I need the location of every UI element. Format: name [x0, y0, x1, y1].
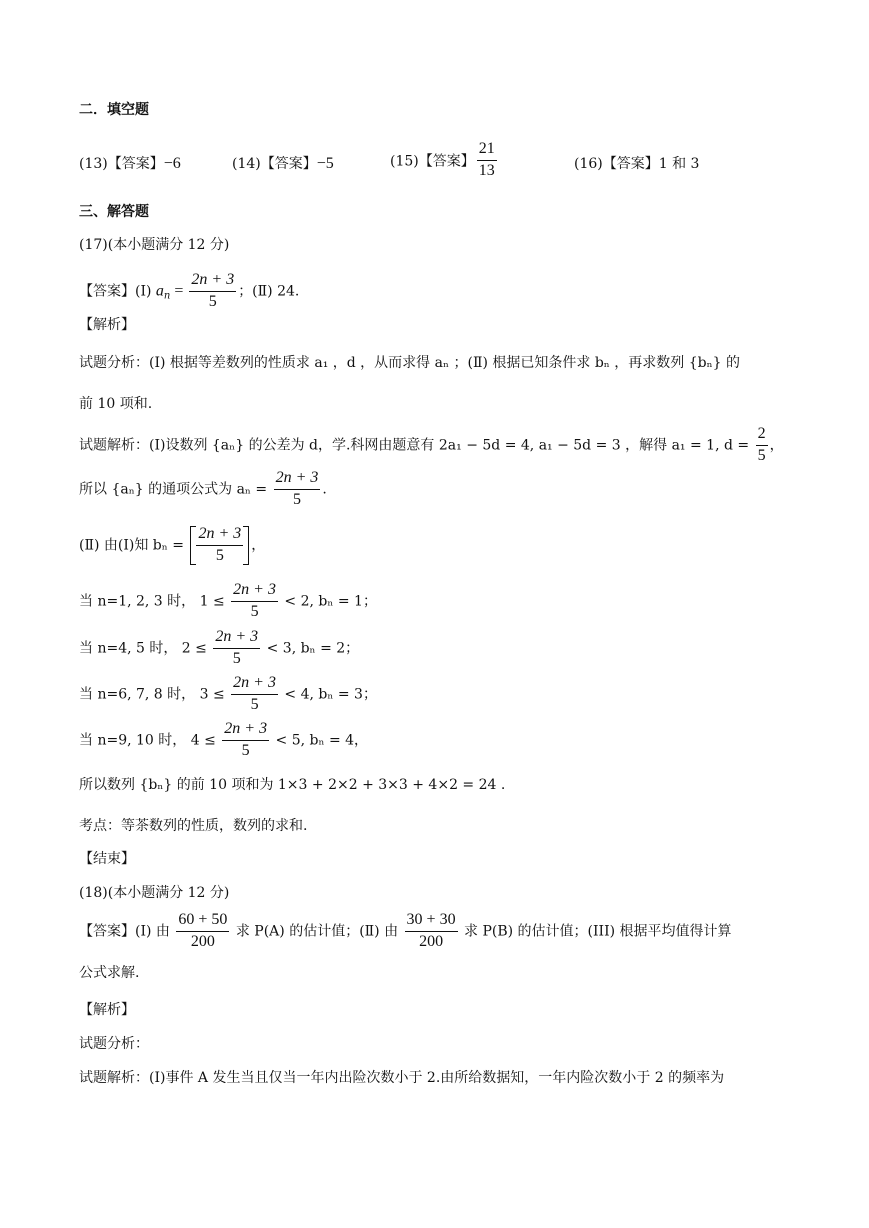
- q17-solution-line-3-tail: ，: [251, 537, 266, 554]
- q17-case-1-denominator: 5: [250, 602, 259, 620]
- q18-analysis-heading: 【解析】: [79, 1002, 135, 1018]
- q17-bn-numerator: 2n + 3: [196, 526, 243, 546]
- answer-q13-value: −6: [163, 155, 181, 172]
- answer-q15: [390, 141, 499, 180]
- q17-floor-bracket: [190, 526, 249, 565]
- q17-case-1: [79, 582, 377, 621]
- q17-case-2-denominator: 5: [232, 649, 241, 667]
- q18-answer-lead: 【答案】(Ⅰ) 由: [79, 923, 175, 940]
- q17-case-2-lead: 当 n=4, 5 时， 2 ≤: [79, 640, 212, 657]
- q17-case-1-numerator: 2n + 3: [231, 582, 278, 602]
- q18-fraction-2-denominator: 200: [419, 932, 444, 950]
- q17-bn-fraction: [196, 526, 243, 565]
- q17-case-2-fraction: [213, 629, 260, 668]
- q17-case-4-lead: 当 n=9, 10 时， 4 ≤: [79, 732, 221, 749]
- answer-q15-fraction: [477, 141, 497, 180]
- q17-solution-line-2-tail: .: [322, 481, 327, 498]
- q17-case-4: [79, 721, 368, 760]
- q17-fraction-numerator: 2n + 3: [189, 272, 236, 292]
- q18-answer-line-2: 公式求解.: [79, 965, 140, 981]
- q17-end-marker: 【结束】: [79, 851, 135, 867]
- q17-answer-sub: n: [163, 290, 171, 302]
- answer-q16: (16)【答案】1 和 3: [574, 156, 700, 172]
- section-heading-fill-blank: 二．填空题: [79, 102, 149, 118]
- q18-answer-mid: 求 P(A) 的估计值；(Ⅱ) 由: [231, 923, 403, 940]
- q17-solution-line-3-text: (Ⅱ) 由(Ⅰ)知 bₙ =: [79, 537, 189, 554]
- q17-analysis-line-1: 试题分析：(Ⅰ) 根据等差数列的性质求 a₁ ，d ，从而求得 aₙ ；(Ⅱ) 根据已知条件求 bₙ ，再求数列 {bₙ} 的: [79, 355, 741, 371]
- answer-q13: [79, 153, 181, 173]
- q17-general-term-numerator: 2n + 3: [274, 470, 321, 490]
- q17-general-term-fraction: [274, 470, 321, 509]
- q17-answer-var: a: [155, 282, 164, 300]
- q18-fraction-1-numerator: 60 + 50: [176, 912, 229, 932]
- q18-answer-tail: 求 P(B) 的估计值；(III) 根据平均值得计算: [459, 923, 732, 940]
- q18-title: (18)(本小题满分 12 分): [79, 885, 230, 901]
- q17-case-2: [79, 629, 359, 668]
- answer-q15-label: (15)【答案】: [390, 153, 475, 170]
- q17-key-points: 考点：等茶数列的性质，数列的求和.: [79, 818, 308, 834]
- q17-case-3-lead: 当 n=6, 7, 8 时， 3 ≤: [79, 686, 230, 703]
- answer-q14: [232, 153, 334, 173]
- q17-solution-line-2-text: 所以 {aₙ} 的通项公式为 aₙ =: [79, 481, 272, 498]
- q17-case-4-fraction: [222, 721, 269, 760]
- q18-fraction-2-numerator: 30 + 30: [405, 912, 458, 932]
- q17-case-4-numerator: 2n + 3: [222, 721, 269, 741]
- q17-case-3: [79, 675, 377, 714]
- q17-answer-eq: =: [170, 282, 188, 300]
- q17-solution-line-1: [79, 426, 784, 465]
- q17-case-3-denominator: 5: [250, 695, 259, 713]
- q17-case-1-fraction: [231, 582, 278, 621]
- q18-fraction-2: [405, 912, 458, 951]
- q17-answer-tail: ；(Ⅱ) 24.: [238, 283, 300, 300]
- q17-solution-line-1-tail: ，: [769, 437, 784, 454]
- q17-answer-prefix: 【答案】(Ⅰ): [79, 283, 156, 300]
- q17-fraction-denominator: 5: [208, 292, 217, 310]
- q17-case-1-tail: < 2, bₙ = 1；: [279, 593, 377, 610]
- q17-case-2-numerator: 2n + 3: [213, 629, 260, 649]
- q17-solution-line-1-text: 试题解析：(Ⅰ)设数列 {aₙ} 的公差为 d，学.科网由题意有 2a₁ − 5d = 4, a₁ − 5d = 3 ，解得 a₁ = 1, d =: [79, 437, 754, 454]
- q17-analysis-line-2: 前 10 项和.: [79, 396, 153, 412]
- q17-general-term-denominator: 5: [293, 490, 301, 508]
- q18-analysis: 试题分析：: [79, 1036, 149, 1052]
- q17-solution-line-2: [79, 470, 327, 509]
- q17-sum-line: 所以数列 {bₙ} 的前 10 项和为 1×3 + 2×2 + 3×3 + 4×2 = 24 .: [79, 777, 506, 793]
- q17-case-3-numerator: 2n + 3: [231, 675, 278, 695]
- q17-d-numerator: 2: [756, 426, 768, 446]
- q17-solution-line-3: [79, 526, 265, 565]
- q18-solution: 试题解析：(Ⅰ)事件 A 发生当且仅当一年内出险次数小于 2.由所给数据知，一年内险次数小于 2 的频率为: [79, 1070, 725, 1086]
- q18-answer-line-1: [79, 912, 732, 951]
- section-heading-solutions: 三、解答题: [79, 204, 149, 220]
- answer-q15-denominator: 13: [478, 161, 495, 179]
- q17-solution-d-fraction: [756, 426, 768, 465]
- answer-q14-value: −5: [316, 155, 334, 172]
- q18-fraction-1: [176, 912, 229, 951]
- q17-analysis-heading: 【解析】: [79, 317, 135, 333]
- answer-q14-label: (14)【答案】: [232, 156, 317, 172]
- q17-answer-fraction: [189, 272, 236, 311]
- q17-answer: [79, 272, 299, 311]
- q17-case-3-fraction: [231, 675, 278, 714]
- q17-case-3-tail: < 4, bₙ = 3；: [279, 686, 377, 703]
- q17-case-1-lead: 当 n=1, 2, 3 时， 1 ≤: [79, 593, 230, 610]
- q17-case-2-tail: < 3, bₙ = 2；: [262, 640, 360, 657]
- answer-q15-numerator: 21: [477, 141, 497, 161]
- q17-bn-denominator: 5: [215, 546, 224, 564]
- answer-q13-label: (13)【答案】: [79, 156, 164, 172]
- q17-title: (17)(本小题满分 12 分): [79, 237, 230, 253]
- q17-case-4-denominator: 5: [241, 741, 250, 759]
- q18-fraction-1-denominator: 200: [190, 932, 215, 950]
- q17-d-denominator: 5: [757, 446, 766, 464]
- q17-case-4-tail: < 5, bₙ = 4，: [271, 732, 369, 749]
